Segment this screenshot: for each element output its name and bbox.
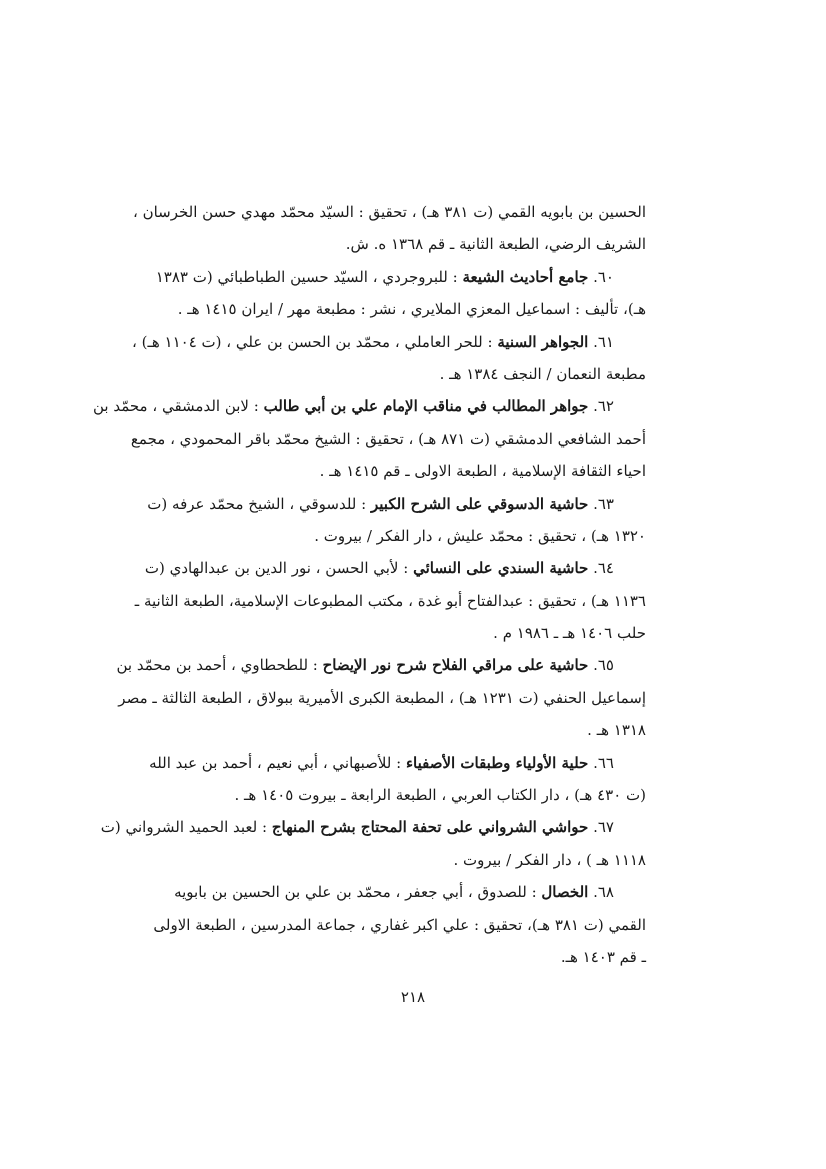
list-item bbox=[132, 196, 646, 261]
entry-number: ٦٧. bbox=[593, 818, 614, 837]
entry-text: : للبروجردي ، السيّد حسين الطباطبائي (ت ١٣٨٣ bbox=[155, 267, 463, 286]
entry-line: ١١١٨ هـ ) ، دار الفكر / بيروت . bbox=[453, 850, 646, 869]
entry-line: مطبعة النعمان / النجف ١٣٨٤ هـ . bbox=[439, 364, 646, 383]
list-item bbox=[155, 261, 646, 326]
entry-first-line bbox=[132, 326, 646, 358]
entry-text: : لعبد الحميد الشرواني (ت bbox=[100, 818, 272, 837]
entry-first-line bbox=[92, 390, 646, 422]
entry-first-line bbox=[144, 552, 646, 584]
entry-text: : للطحطاوي ، أحمد بن محمّد بن bbox=[116, 656, 323, 675]
entry-line: أحمد الشافعي الدمشقي (ت ٨٧١ هـ) ، تحقيق : الشيخ محمّد باقر المحمودي ، مجمع bbox=[130, 429, 646, 448]
entry-first-line bbox=[155, 261, 646, 293]
entry-title: جواهر المطالب في مناقب الإمام علي بن أبي طالب bbox=[263, 397, 589, 416]
entry-first-line bbox=[100, 811, 646, 843]
entry-line: ١٣١٨ هـ . bbox=[587, 721, 646, 740]
entry-line: ـ قم ١٤٠٣ هـ. bbox=[560, 947, 646, 966]
entry-line: القمي (ت ٣٨١ هـ)، تحقيق : علي اكبر غفاري ، جماعة المدرسين ، الطبعة الاولى bbox=[153, 915, 646, 934]
entry-first-line bbox=[116, 649, 646, 681]
entry-title: حاشية على مراقي الفلاح شرح نور الإيضاح bbox=[322, 656, 589, 675]
entry-title: جامع أحاديث الشيعة bbox=[462, 267, 589, 286]
entry-line: حلب ١٤٠٦ هـ ـ ١٩٨٦ م . bbox=[493, 624, 646, 643]
entry-title: الخصال bbox=[541, 883, 589, 902]
entry-text: : لأبي الحسن ، نور الدين بن عبدالهادي (ت bbox=[144, 559, 414, 578]
entry-title: حلية الأولياء وطبقات الأصفياء bbox=[405, 753, 589, 772]
entry-text: : للحر العاملي ، محمّد بن الحسن بن علي ، (ت ١١٠٤ هـ) ، bbox=[132, 332, 498, 351]
entry-number: ٦٣. bbox=[593, 494, 614, 513]
entry-title: حاشية السندي على النسائي bbox=[413, 559, 589, 578]
entry-number: ٦٤. bbox=[593, 559, 614, 578]
bibliography-list bbox=[92, 196, 646, 973]
entry-text: : لابن الدمشقي ، محمّد بن bbox=[92, 397, 264, 416]
entry-line: الشريف الرضي، الطبعة الثانية ـ قم ١٣٦٨ ه. ش. bbox=[345, 235, 646, 254]
entry-line: إسماعيل الحنفي (ت ١٢٣١ هـ) ، المطبعة الكبرى الأميرية ببولاق ، الطبعة الثالثة ـ مصر bbox=[118, 688, 646, 707]
list-item bbox=[153, 876, 646, 973]
entry-first-line bbox=[176, 876, 646, 908]
list-item bbox=[134, 552, 646, 649]
entry-line: ١١٣٦ هـ) ، تحقيق : عبدالفتاح أبو غدة ، مكتب المطبوعات الإسلامية، الطبعة الثانية ـ bbox=[134, 591, 646, 610]
list-item bbox=[149, 747, 646, 812]
entry-number: ٦٦. bbox=[593, 753, 614, 772]
entry-title: حاشية الدسوقي على الشرح الكبير bbox=[370, 494, 589, 513]
list-item bbox=[147, 488, 646, 553]
entry-number: ٦٠. bbox=[593, 267, 614, 286]
list-item bbox=[92, 390, 646, 487]
entry-title: حواشي الشرواني على تحفة المحتاج بشرح المنهاج bbox=[271, 818, 589, 837]
entry-number: ٦٥. bbox=[593, 656, 614, 675]
list-item bbox=[100, 811, 646, 876]
entry-line: الحسين بن بابويه القمي (ت ٣٨١ هـ) ، تحقيق : السيّد محمّد مهدي حسن الخرسان ، bbox=[132, 203, 646, 221]
entry-number: ٦٨. bbox=[593, 883, 614, 902]
entry-line: هـ)، تأليف : اسماعيل المعزي الملايري ، نشر : مطبعة مهر / ايران ١٤١٥ هـ . bbox=[177, 300, 646, 319]
entry-text: : للصدوق ، أبي جعفر ، محمّد بن علي بن الحسين بن بابويه bbox=[174, 883, 542, 902]
entry-line: احياء الثقافة الإسلامية ، الطبعة الاولى ـ قم ١٤١٥ هـ . bbox=[319, 462, 646, 481]
entry-first-line bbox=[149, 747, 646, 779]
list-item bbox=[116, 649, 646, 746]
page-number: ٢١٨ bbox=[400, 988, 426, 1006]
entry-line: ١٣٢٠ هـ) ، تحقيق : محمّد عليش ، دار الفكر / بيروت . bbox=[314, 526, 646, 545]
entry-number: ٦١. bbox=[593, 332, 614, 351]
entry-number: ٦٢. bbox=[593, 397, 614, 416]
entry-line: (ت ٤٣٠ هـ) ، دار الكتاب العربي ، الطبعة الرابعة ـ بيروت ١٤٠٥ هـ . bbox=[234, 786, 646, 805]
entry-first-line bbox=[147, 488, 646, 520]
list-item bbox=[132, 326, 646, 391]
entry-text: : للدسوقي ، الشيخ محمّد عرفه (ت bbox=[147, 494, 371, 513]
entry-text: : للأصبهاني ، أبي نعيم ، أحمد بن عبد الله bbox=[149, 753, 406, 772]
entry-title: الجواهر السنية bbox=[497, 332, 589, 351]
